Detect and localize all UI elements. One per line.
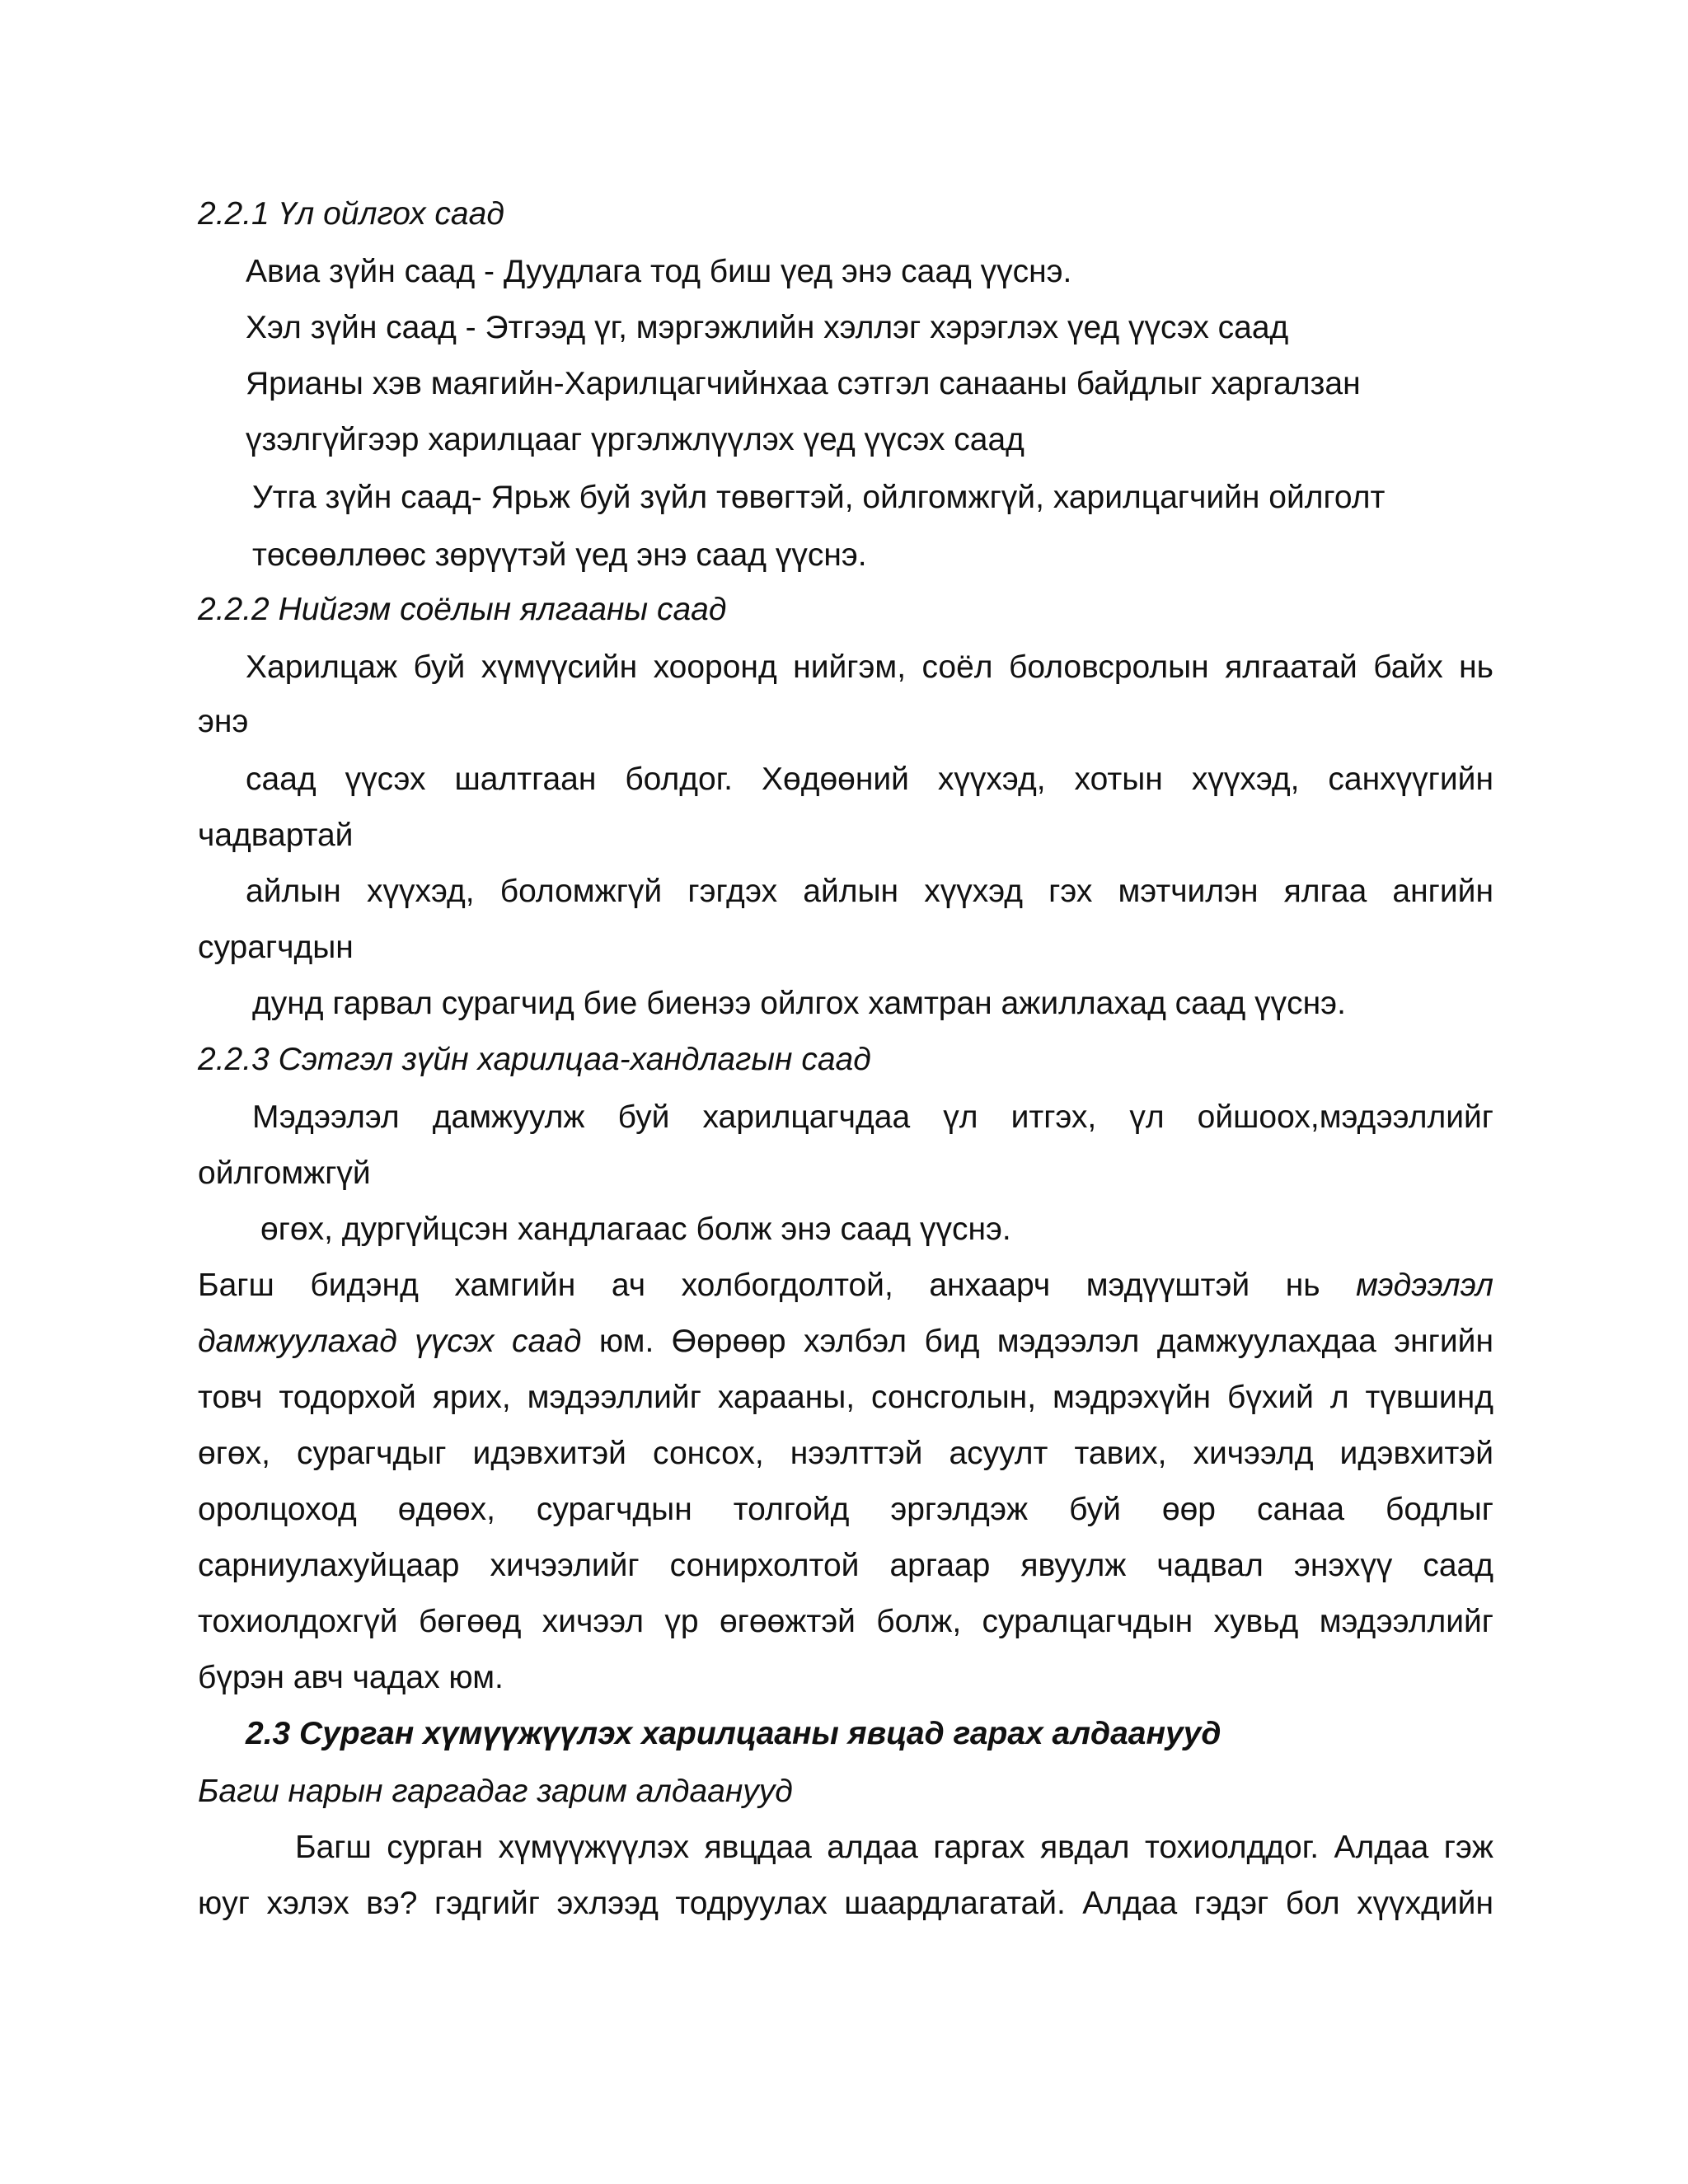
- text-line: Мэдээлэл дамжуулж буй харилцагчдаа үл итгэх, үл ойшоох,мэдээллийг: [252, 1099, 1493, 1135]
- paragraph-line: [198, 1322, 1493, 1361]
- text-line: дунд гарвал сурагчид бие биенээ ойлгох хамтран ажиллахад саад үүснэ.: [252, 986, 1346, 1021]
- paragraph-emphasis: мэдээлэл: [1356, 1268, 1493, 1303]
- text-line: өгөх, дургүйцсэн хандлагаас болж энэ саад үүснэ.: [260, 1212, 1011, 1247]
- paragraph-line: товч тодорхой ярих, мэдээллийг харааны, сонсголын, мэдрэхүйн бүхий л түвшинд: [198, 1380, 1493, 1415]
- text-line: үзэлгүйгээр харилцааг үргэлжлүүлэх үед үүсэх саад: [246, 422, 1025, 457]
- heading-2-2-3: 2.2.3 Сэтгэл зүйн харилцаа-хандлагын саад: [198, 1042, 871, 1077]
- paragraph-line: юуг хэлэх вэ? гэдгийг эхлээд тодруулах шаардлагатай. Алдаа гэдэг бол хүүхдийн: [198, 1886, 1493, 1921]
- text-line: энэ: [198, 704, 249, 739]
- text-line: Утга зүйн саад- Ярьж буй зүйл төвөгтэй, ойлгомжгүй, харилцагчийн ойлголт: [252, 480, 1386, 515]
- text-line: Харилцаж буй хүмүүсийн хооронд нийгэм, соёл боловсролын ялгаатай байх нь: [246, 649, 1493, 685]
- paragraph-line: өгөх, сурагчдыг идэвхитэй сонсох, нээлттэй асуулт тавих, хичээлд идэвхитэй: [198, 1436, 1493, 1471]
- heading-2-2-1: 2.2.1 Үл ойлгох саад: [198, 196, 504, 232]
- paragraph-line: [198, 1266, 1493, 1305]
- text-line: сурагчдын: [198, 930, 354, 965]
- heading-2-3: 2.3 Сурган хүмүүжүүлэх харилцааны явцад гарах алдаанууд: [246, 1716, 1221, 1751]
- paragraph-line: Багш сурган хүмүүжүүлэх явцдаа алдаа гаргах явдал тохиолддог. Алдаа гэж: [295, 1830, 1493, 1865]
- paragraph-line: бүрэн авч чадах юм.: [198, 1660, 504, 1695]
- text-line: саад үүсэх шалтгаан болдог. Хөдөөний хүүхэд, хотын хүүхэд, санхүүгийн: [246, 762, 1493, 797]
- text-line: ойлгомжгүй: [198, 1155, 371, 1191]
- paragraph-emphasis: дамжуулахад үүсэх саад: [198, 1324, 582, 1359]
- paragraph-text: Багш бидэнд хамгийн ач холбогдолтой, анхаарч мэдүүштэй нь: [198, 1268, 1320, 1303]
- paragraph-line: оролцоход өдөөх, сурагчдын толгойд эргэлдэж буй өөр санаа бодлыг: [198, 1492, 1493, 1527]
- heading-2-2-2: 2.2.2 Нийгэм соёлын ялгааны саад: [198, 592, 727, 627]
- subheading: Багш нарын гаргадаг зарим алдаанууд: [198, 1774, 793, 1809]
- paragraph-line: тохиолдохгүй бөгөөд хичээл үр өгөөжтэй болж, суралцагчдын хувьд мэдээллийг: [198, 1604, 1493, 1639]
- text-line: Хэл зүйн саад - Этгээд үг, мэргэжлийн хэллэг хэрэглэх үед үүсэх саад: [246, 310, 1289, 345]
- text-line: Ярианы хэв маягийн-Харилцагчийнхаа сэтгэл санааны байдлыг харгалзан: [246, 366, 1361, 401]
- paragraph-line: сарниулахуйцаар хичээлийг сонирхолтой аргаар явуулж чадвал энэхүү саад: [198, 1548, 1493, 1583]
- text-line: төсөөллөөс зөрүүтэй үед энэ саад үүснэ.: [252, 537, 867, 573]
- text-line: айлын хүүхэд, боломжгүй гэгдэх айлын хүүхэд гэх мэтчилэн ялгаа ангийн: [246, 874, 1493, 909]
- text-line: Авиа зүйн саад - Дуудлага тод биш үед энэ саад үүснэ.: [246, 254, 1072, 289]
- paragraph-text: юм. Өөрөөр хэлбэл бид мэдээлэл дамжуулахдаа энгийн: [598, 1324, 1493, 1359]
- text-line: чадвартай: [198, 818, 354, 853]
